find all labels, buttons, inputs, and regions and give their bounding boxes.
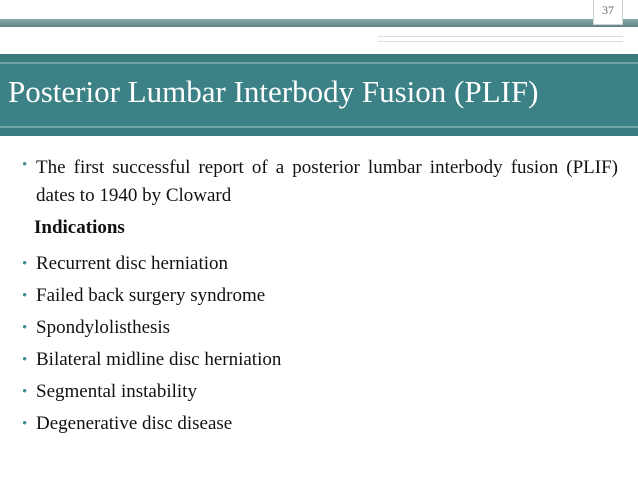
- slide-title: Posterior Lumbar Interbody Fusion (PLIF): [8, 74, 539, 109]
- list-item-text: Degenerative disc disease: [36, 413, 233, 434]
- intro-bullet: [22, 154, 618, 210]
- bullet-icon: •: [22, 384, 28, 400]
- intro-text: The first successful report of a posterior lumbar interbody fusion (PLIF) dates to 1940 by Cloward: [36, 157, 618, 206]
- list-item-text: Recurrent disc herniation: [36, 253, 229, 274]
- bullet-icon: •: [22, 288, 28, 304]
- bullet-icon: •: [22, 320, 28, 336]
- slide-number: 37: [602, 3, 614, 17]
- bullet-icon: •: [22, 256, 28, 272]
- list-item-text: Bilateral midline disc herniation: [36, 349, 282, 370]
- bullet-icon: •: [22, 157, 28, 173]
- indications-heading: Indications: [34, 217, 125, 238]
- list-item-text: Failed back surgery syndrome: [36, 285, 266, 306]
- list-item-text: Spondylolisthesis: [36, 317, 171, 338]
- bullet-icon: •: [22, 352, 28, 368]
- list-item-text: Segmental instability: [36, 381, 197, 402]
- bullet-icon: •: [22, 416, 28, 432]
